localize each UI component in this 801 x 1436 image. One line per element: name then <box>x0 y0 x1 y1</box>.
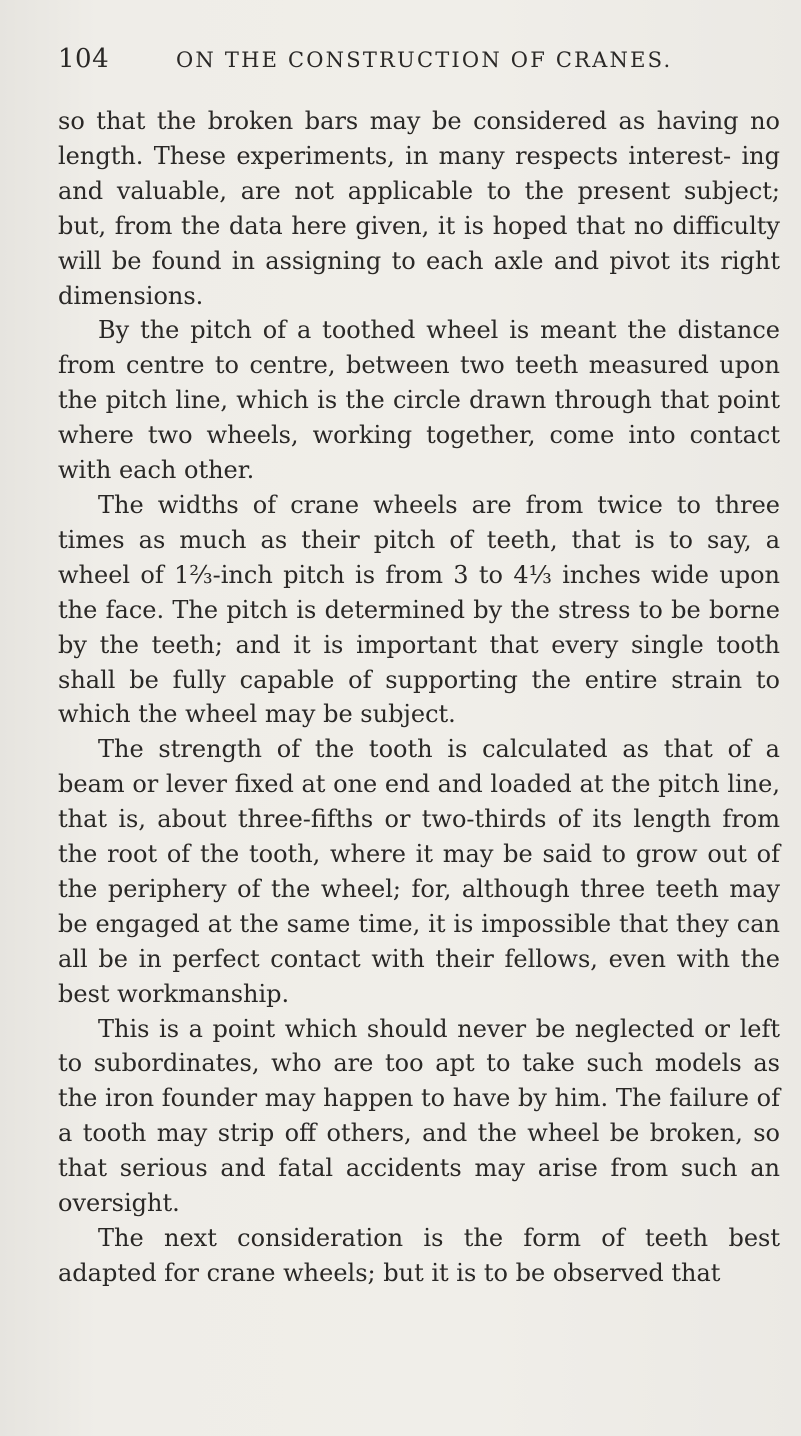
paragraph-teeth-form: The next consideration is the form of teeth best adapted for crane wheels; but it is to be observed that <box>58 1224 780 1287</box>
paragraph-tooth-strength: The strength of the tooth is calculated as that of a beam or lever fixed at one end and loaded at the pitch line, that is, about three-fifths or two-thirds of its length from the root of the tooth, where it may be said to grow out of the periphery of the wheel; for, although three teeth may be engaged at the same time, it is impossible that they can all be in perfect contact with their fellows, even with the best workmanship. <box>58 735 780 1008</box>
paragraph-pitch-definition: By the pitch of a toothed wheel is meant the distance from centre to centre, between two teeth measured upon the pitch line, which is the circle drawn through that point where two wheels, working together, come into contact with each other. <box>58 316 780 485</box>
paragraph-wheel-widths: The widths of crane wheels are from twice to three times as much as their pitch of teeth, that is to say, a wheel of 1⅔-inch pitch is from 3 to 4⅓ inches wide upon the face. The pitch is determined by the stress to be borne by the teeth; and it is important that every single tooth shall be fully capable of supporting the entire strain to which the wheel may be subject. <box>58 490 780 729</box>
running-title: ON THE CONSTRUCTION OF CRANES. <box>176 48 673 72</box>
paragraph-broken-bars: so that the broken bars may be considered as having no length. These experiments, in many respects interest- ing and valuable, are not applicable to the present subject; but, from the data here given, it is hoped that no difficulty will be found in assigning to each axle and pivot its right dimensions. <box>58 107 780 310</box>
page-header <box>58 44 758 84</box>
paragraph-neglect-warning: This is a point which should never be neglected or left to subordinates, who are too apt to take such models as the iron founder may happen to have by him. The failure of a tooth may strip off others, and the wheel be broken, so that serious and fatal accidents may arise from such an oversight. <box>58 1014 780 1218</box>
body-text <box>58 104 780 1291</box>
page-number: 104 <box>58 44 110 74</box>
